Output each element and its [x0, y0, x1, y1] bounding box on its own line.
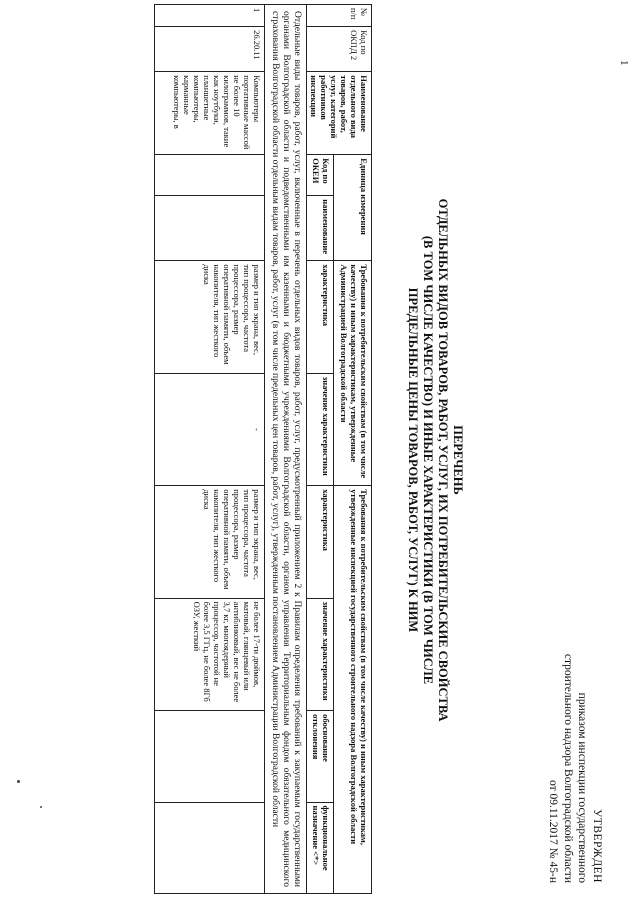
table-note: Отдельные виды товаров, работ, услуг, включенные в перечень отдельных видов товаров, работ, услуг, предусмотренный приложением 2 к Правилам определения требований к закупаемым государственными органами Волгоградской области и подведомственными им казенными и бюджетными учреждениями Волгоградской области, органом управления Территориальным фондом обязательного медицинского страхования Волгоградской области отдельным видам товаров, работ, услуг (в том числе предельных цен товаров, работ, услуг), утвержденным постановлением Администрации Волгоградской области	[265, 5, 307, 894]
title-line: (В ТОМ ЧИСЛЕ КАЧЕСТВО) И ИНЫЕ ХАРАКТЕРИСТИКИ (В ТОМ ЧИСЛЕ	[421, 235, 435, 685]
header-req-insp: Требования к потребительским свойствам (в том числе качеству) и иным характеристикам, утвержденные инспекцией государственного строительного надзора Волгоградской области	[334, 486, 372, 894]
cell-admin-value: -	[155, 373, 265, 485]
cell-reason	[155, 711, 265, 802]
header-okpd: Код по ОКПД 2	[307, 27, 372, 72]
approval-line: строительного надзора Волгоградской области	[562, 653, 574, 883]
cell-admin-characteristic: размер и тип экрана, вес, тип процессора, частота процессора, размер оперативной памяти, объем накопителя, тип жесткого диска	[155, 261, 265, 373]
cell-unit-name	[155, 196, 265, 261]
header-reason: обоснование отклонения	[307, 711, 334, 802]
header-name: Наименование отдельного вида товаров, работ, услуг, категорий работников инспекции	[307, 72, 372, 155]
cell-num: 1	[155, 5, 265, 27]
header-unit-name: наименование	[307, 196, 334, 261]
approval-heading: УТВЕРЖДЕН	[591, 809, 603, 883]
cell-name: Компьютеры портативные массой не более 10 килограммов, такие как ноутбуки, планшетные компьютеры, карманные компьютеры, в	[155, 72, 265, 155]
approval-line: приказом инспекции государственного	[576, 692, 589, 883]
header-characteristic: характеристика	[307, 261, 334, 373]
header-num: № п/п	[307, 5, 372, 27]
cell-okei	[155, 155, 265, 196]
header-unit: Единица измерения	[334, 155, 372, 261]
title-line: ПРЕДЕЛЬНЫЕ ЦЕНЫ ТОВАРОВ, РАБОТ, УСЛУГ) К НИМ	[406, 287, 420, 633]
header-characteristic: характеристика	[307, 486, 334, 598]
cell-okpd: 26.20.11	[155, 27, 265, 72]
title-line: ОТДЕЛЬНЫХ ВИДОВ ТОВАРОВ, РАБОТ, УСЛУГ, ИХ ПОТРЕБИТЕЛЬСКИЕ СВОЙСТВА	[436, 198, 450, 722]
approval-line: от 09.11.2017 № 45-н	[547, 779, 560, 883]
page-number: 1	[618, 60, 630, 66]
header-req-admin: Требования к потребительским свойствам (в том числе качеству) и иным характеристикам, утвержденные Администрацией Волгоградской области	[334, 261, 372, 486]
scan-speck	[40, 806, 42, 808]
header-value: значение характеристики	[307, 373, 334, 485]
header-purpose: функциональное назначение <*>	[307, 802, 334, 893]
header-okei: Код по ОКЕИ	[307, 155, 334, 196]
header-value: значение характеристики	[307, 598, 334, 710]
requirements-table	[154, 4, 372, 894]
cell-purpose	[155, 802, 265, 893]
approval-block	[546, 654, 604, 883]
scan-speck	[17, 780, 20, 783]
document-title	[405, 180, 465, 740]
title-line: ПЕРЕЧЕНЬ	[451, 425, 465, 495]
cell-insp-characteristic: размер и тип экрана, вес, тип процессора, частота процессора, размер оперативной памяти, объем накопителя, тип жесткого диска	[155, 486, 265, 598]
cell-insp-value: не более 17-ти дюймов, матовый, глянцевый или антибликовый, вес не более 3,7 кг, многоядерный процессор, частотой не более 3,5 ГГц, не более 8Гб ОЗУ, жесткий	[155, 598, 265, 710]
